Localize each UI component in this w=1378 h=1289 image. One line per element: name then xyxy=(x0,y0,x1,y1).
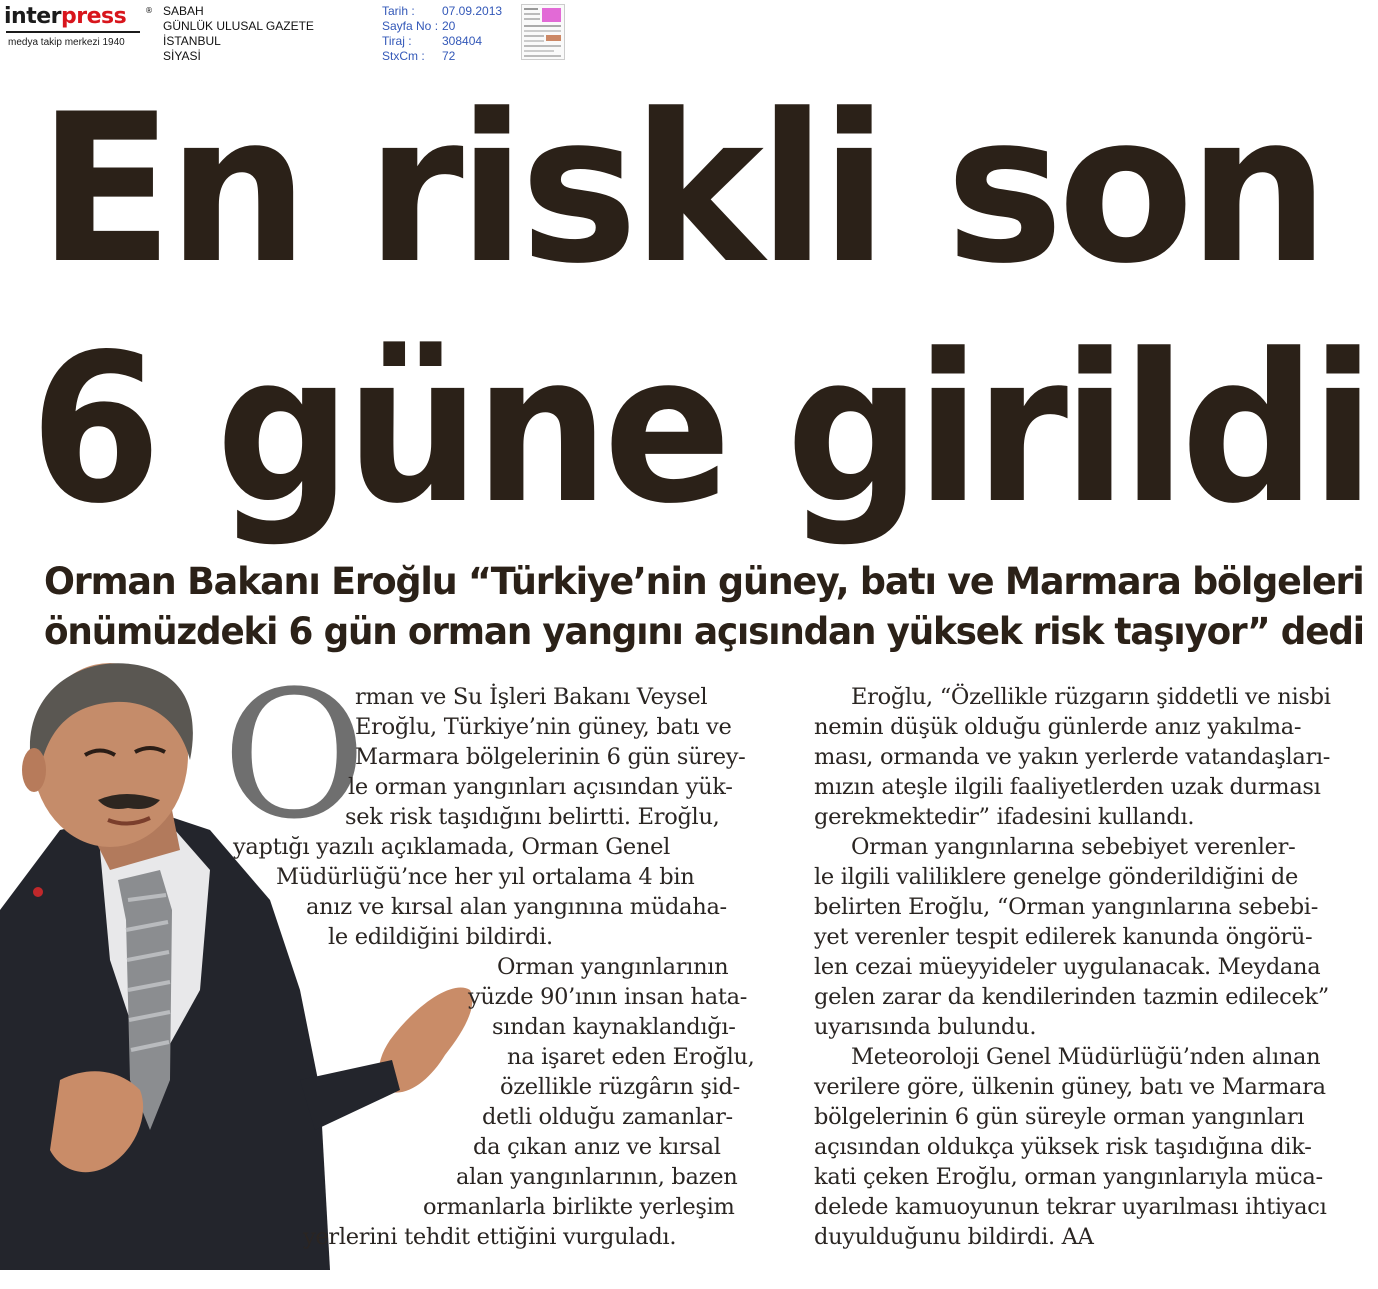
text-line: Orman yangınlarına sebebiyet verenler- xyxy=(851,834,1296,860)
text-line: Orman yangınlarının xyxy=(497,954,729,980)
article-deck xyxy=(44,557,1374,657)
text-line: le orman yangınları açısından yük- xyxy=(348,774,733,800)
text-line: yerlerini tehdit ettiğini vurguladı. xyxy=(303,1224,677,1250)
publication-name: SABAH xyxy=(163,4,204,18)
text-line: belirten Eroğlu, “Orman yangınlarına sebebi- xyxy=(814,894,1318,920)
headline-line: 6 güne girildi xyxy=(30,311,1370,549)
page-thumbnail[interactable] xyxy=(521,4,565,60)
meta-key: Tarih : xyxy=(382,4,415,18)
text-line: gelen zarar da kendilerinden tazmin edilecek” xyxy=(814,984,1330,1010)
logo-text-press: press xyxy=(61,4,127,29)
text-line: kati çeken Eroğlu, orman yangınlarıyla müca- xyxy=(814,1164,1323,1190)
meta-key: StxCm : xyxy=(382,49,425,63)
publication-section: SİYASİ xyxy=(163,49,201,63)
text-line: Müdürlüğü’nce her yıl ortalama 4 bin xyxy=(276,864,695,890)
text-line: bölgelerinin 6 gün süreyle orman yangınları xyxy=(814,1104,1305,1130)
headline-line: En riskli son xyxy=(38,71,1324,309)
meta-value: 72 xyxy=(442,49,456,63)
text-line: Eroğlu, Türkiye’nin güney, batı ve xyxy=(355,714,732,740)
text-line: detli olduğu zamanlar- xyxy=(482,1104,733,1130)
text-line: mızın ateşle ilgili faaliyetlerden uzak durması xyxy=(814,774,1321,800)
article-column-1 xyxy=(0,682,780,1282)
text-line: alan yangınlarının, bazen xyxy=(456,1164,738,1190)
text-line: delede kamuoyunun tekrar uyarılması ihtiyacı xyxy=(814,1194,1327,1220)
publication-info xyxy=(163,4,314,64)
logo-tagline: medya takip merkezi 1940 xyxy=(8,37,125,48)
text-line: uyarısında bulundu. xyxy=(814,1014,1037,1040)
text-line: duyulduğunu bildirdi. AA xyxy=(814,1224,1094,1250)
interpress-logo xyxy=(4,4,154,48)
meta-key: Tiraj : xyxy=(382,34,412,48)
publication-city: İSTANBUL xyxy=(163,34,221,48)
meta-value: 308404 xyxy=(442,34,483,48)
text-line: le edildiğini bildirdi. xyxy=(328,924,553,950)
text-line: le ilgili valiliklere genelge gönderildiğini de xyxy=(814,864,1299,890)
text-line: Meteoroloji Genel Müdürlüğü’nden alınan xyxy=(851,1044,1321,1070)
text-line: rman ve Su İşleri Bakanı Veysel xyxy=(355,684,708,710)
registered-mark: ® xyxy=(145,6,153,15)
text-line: yüzde 90’ının insan hata- xyxy=(468,984,747,1010)
meta-value: 20 xyxy=(442,19,456,33)
text-line: gerekmektedir” ifadesini kullandı. xyxy=(814,804,1195,830)
text-line: yaptığı yazılı açıklamada, Orman Genel xyxy=(233,834,671,860)
clipping-header xyxy=(0,0,1378,70)
text-line: yet verenler tespit edilerek kanunda öngörü- xyxy=(814,924,1313,950)
text-line: ması, ormanda ve yakın yerlerde vatandaşları- xyxy=(814,744,1331,770)
text-line: sından kaynaklandığı- xyxy=(492,1014,736,1040)
text-line: da çıkan anız ve kırsal xyxy=(473,1134,721,1160)
text-line: Eroğlu, “Özellikle rüzgarın şiddetli ve nisbi xyxy=(851,684,1331,710)
text-line: açısından oldukça yüksek risk taşıdığına dik- xyxy=(814,1134,1312,1160)
meta-value: 07.09.2013 xyxy=(442,4,503,18)
deck-line: önümüzdeki 6 gün orman yangını açısından yüksek risk taşıyor” dedi xyxy=(44,610,1364,653)
meta-key: Sayfa No : xyxy=(382,19,439,33)
publication-type: GÜNLÜK ULUSAL GAZETE xyxy=(163,19,314,33)
logo-text-inter: inter xyxy=(4,4,61,29)
text-line: nemin düşük olduğu günlerde anız yakılma- xyxy=(814,714,1302,740)
text-line: verilere göre, ülkenin güney, batı ve Marmara xyxy=(814,1074,1326,1100)
text-line: ormanlarla birlikte yerleşim xyxy=(423,1194,735,1220)
logo-underline xyxy=(6,31,140,33)
text-line: sek risk taşıdığını belirtti. Eroğlu, xyxy=(345,804,720,830)
text-line: na işaret eden Eroğlu, xyxy=(507,1044,755,1070)
text-line: Marmara bölgelerinin 6 gün sürey- xyxy=(355,744,746,770)
deck-line: Orman Bakanı Eroğlu “Türkiye’nin güney, batı ve Marmara bölgeleri xyxy=(44,560,1364,603)
text-line: özellikle rüzgârın şid- xyxy=(500,1074,740,1100)
text-line: anız ve kırsal alan yangınına müdaha- xyxy=(306,894,727,920)
text-line: len cezai müeyyideler uygulanacak. Meydana xyxy=(814,954,1321,980)
drop-cap: O xyxy=(222,653,367,858)
